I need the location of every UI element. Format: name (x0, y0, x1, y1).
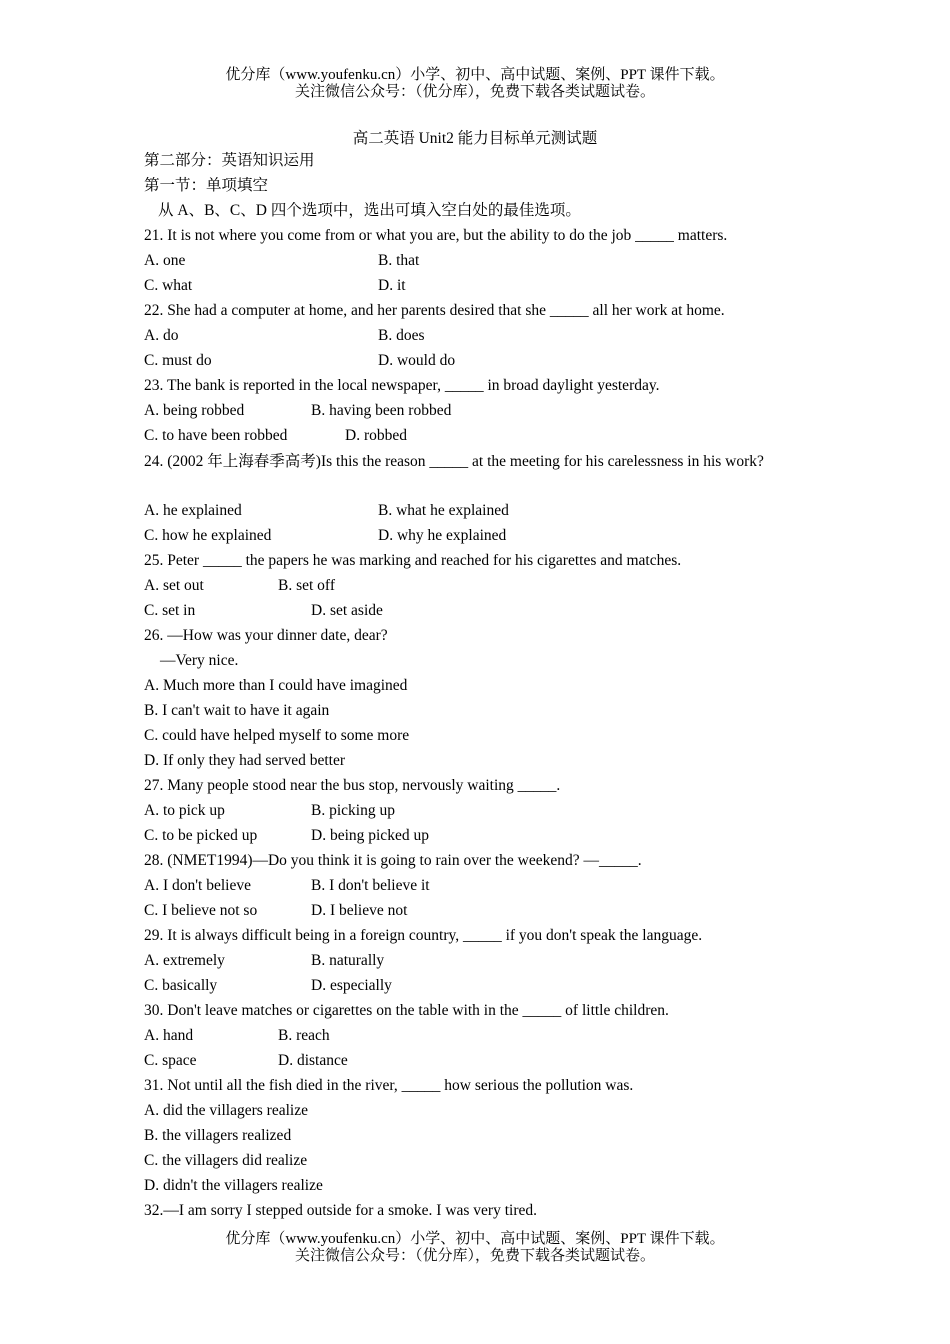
question-31-stem: 31. Not until all the fish died in the river, _____ how serious the pollution was. (144, 1077, 634, 1094)
question-25-option-b: B. set off (278, 577, 335, 594)
question-22-option-a: A. do (144, 327, 179, 344)
section-heading: 第一节：单项填空 (144, 177, 269, 194)
question-26-option-d: D. If only they had served better (144, 752, 346, 769)
question-30-stem: 30. Don't leave matches or cigarettes on the table with in the _____ of little children. (144, 1002, 669, 1019)
footer-line-1: 优分库（www.youfenku.cn）小学、初中、高中试题、案例、PPT 课件下载。 (225, 1231, 725, 1247)
question-27-option-a: A. to pick up (144, 802, 225, 819)
question-31-option-b: B. the villagers realized (144, 1127, 292, 1144)
question-22-option-c: C. must do (144, 352, 212, 369)
question-23-option-c: C. to have been robbed (144, 427, 288, 444)
question-31-option-c: C. the villagers did realize (144, 1152, 308, 1169)
question-24-option-d: D. why he explained (378, 527, 507, 544)
question-25-option-a: A. set out (144, 577, 204, 594)
question-21-option-d: D. it (378, 277, 406, 294)
question-29-option-c: C. basically (144, 977, 218, 994)
question-24-option-c: C. how he explained (144, 527, 272, 544)
question-28-option-c: C. I believe not so (144, 902, 258, 919)
document-title: 高二英语 Unit2 能力目标单元测试题 (352, 130, 598, 147)
question-30-option-d: D. distance (278, 1052, 348, 1069)
question-28-option-a: A. I don't believe (144, 877, 251, 894)
question-23-option-a: A. being robbed (144, 402, 245, 419)
question-22-option-b: B. does (378, 327, 425, 344)
question-21-option-c: C. what (144, 277, 193, 294)
part-heading: 第二部分：英语知识运用 (144, 152, 315, 169)
header-line-1: 优分库（www.youfenku.cn）小学、初中、高中试题、案例、PPT 课件下载。 (225, 67, 725, 83)
question-23-option-b: B. having been robbed (311, 402, 452, 419)
question-26-reply: —Very nice. (160, 652, 239, 669)
question-30-option-c: C. space (144, 1052, 197, 1069)
question-31-option-d: D. didn't the villagers realize (144, 1177, 323, 1194)
question-28-option-b: B. I don't believe it (311, 877, 430, 894)
question-26-option-b: B. I can't wait to have it again (144, 702, 330, 719)
question-21-stem: 21. It is not where you come from or what you are, but the ability to do the job _____ matters. (144, 227, 728, 244)
question-29-option-b: B. naturally (311, 952, 385, 969)
question-28-option-d: D. I believe not (311, 902, 408, 919)
question-30-option-b: B. reach (278, 1027, 330, 1044)
page-header (0, 67, 950, 101)
question-28-stem: 28. (NMET1994)—Do you think it is going to rain over the weekend? —_____. (144, 852, 642, 869)
question-32-stem: 32.—I am sorry I stepped outside for a smoke. I was very tired. (144, 1202, 537, 1219)
question-21-option-b: B. that (378, 252, 420, 269)
question-26-option-a: A. Much more than I could have imagined (144, 677, 408, 694)
question-25-option-c: C. set in (144, 602, 196, 619)
question-25-stem: 25. Peter _____ the papers he was marking and reached for his cigarettes and matches. (144, 552, 682, 569)
question-22-option-d: D. would do (378, 352, 456, 369)
page-footer (0, 1231, 950, 1265)
question-23-stem: 23. The bank is reported in the local newspaper, _____ in broad daylight yesterday. (144, 377, 660, 394)
question-22-stem: 22. She had a computer at home, and her parents desired that she _____ all her work at home. (144, 302, 725, 319)
question-23-option-d: D. robbed (345, 427, 407, 444)
question-24-stem: 24. (2002 年上海春季高考)Is this the reason _____ at the meeting for his carelessness in his work? (144, 453, 764, 470)
footer-line-2: 关注微信公众号：（优分库），免费下载各类试题试卷。 (294, 1248, 655, 1264)
question-29-option-a: A. extremely (144, 952, 225, 969)
question-31-option-a: A. did the villagers realize (144, 1102, 308, 1119)
question-27-option-c: C. to be picked up (144, 827, 258, 844)
question-30-option-a: A. hand (144, 1027, 194, 1044)
question-21-option-a: A. one (144, 252, 186, 269)
header-line-2: 关注微信公众号：（优分库），免费下载各类试题试卷。 (294, 84, 655, 100)
question-27-option-d: D. being picked up (311, 827, 429, 844)
question-29-stem: 29. It is always difficult being in a foreign country, _____ if you don't speak the language. (144, 927, 703, 944)
question-24-option-a: A. he explained (144, 502, 242, 519)
question-29-option-d: D. especially (311, 977, 392, 994)
question-25-option-d: D. set aside (311, 602, 383, 619)
question-26-option-c: C. could have helped myself to some more (144, 727, 410, 744)
question-26-stem: 26. —How was your dinner date, dear? (144, 627, 388, 644)
question-24-option-b: B. what he explained (378, 502, 509, 519)
question-27-option-b: B. picking up (311, 802, 395, 819)
question-27-stem: 27. Many people stood near the bus stop, nervously waiting _____. (144, 777, 561, 794)
instruction: 从 A、B、C、D 四个选项中，选出可填入空白处的最佳选项。 (158, 202, 581, 219)
